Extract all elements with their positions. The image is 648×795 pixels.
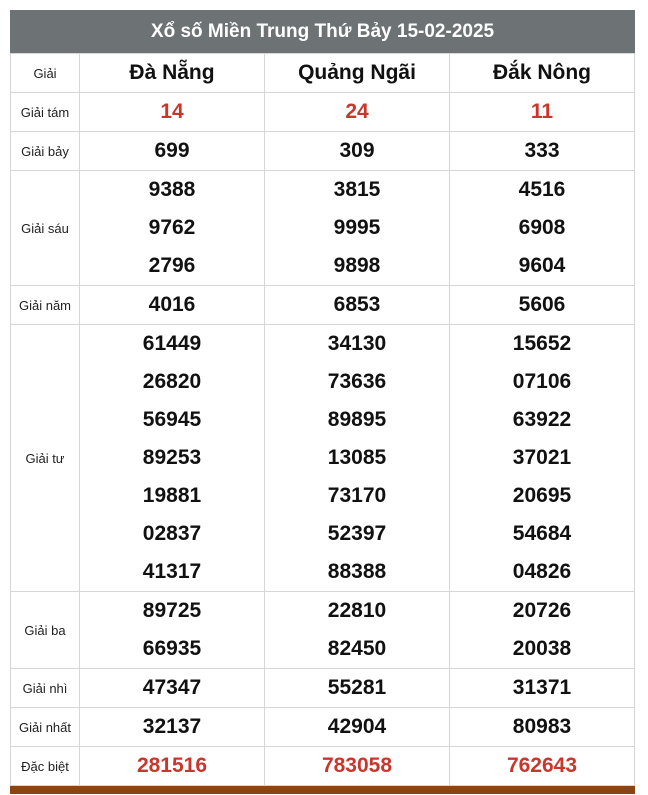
- prize-cell: [265, 132, 450, 171]
- prize-cell: [450, 286, 635, 325]
- prize-number: 6853: [333, 293, 381, 316]
- prize-number: 3815: [333, 178, 381, 201]
- header-row: [11, 54, 635, 93]
- prize-number: 73170: [327, 484, 387, 507]
- prize-cell: [450, 669, 635, 708]
- prize-number: 19881: [142, 484, 202, 507]
- prize-cell: [265, 669, 450, 708]
- prize-number: 22810: [327, 599, 387, 622]
- prize-number: 333: [524, 139, 560, 162]
- prize-cell: [450, 747, 635, 786]
- prize-number: 24: [345, 100, 369, 123]
- prize-number: 20695: [512, 484, 572, 507]
- prize-number: 2796: [148, 254, 196, 277]
- prize-cell: [450, 325, 635, 592]
- prize-number: 55281: [327, 676, 387, 699]
- prize-number: 41317: [142, 560, 202, 583]
- prize-label: Giải nhất: [11, 708, 80, 747]
- prize-number: 14: [160, 100, 184, 123]
- prize-label: Giải sáu: [11, 171, 80, 286]
- prize-number: 15652: [512, 332, 572, 355]
- prize-number: 63922: [512, 408, 572, 431]
- prize-number: 89895: [327, 408, 387, 431]
- prize-cell: [80, 286, 265, 325]
- prize-row-g5: [11, 286, 635, 325]
- prize-number: 9604: [518, 254, 566, 277]
- prize-number: 89725: [142, 599, 202, 622]
- prize-cell: [450, 592, 635, 669]
- prize-number: 56945: [142, 408, 202, 431]
- prize-number: 82450: [327, 637, 387, 660]
- prize-cell: [80, 669, 265, 708]
- prize-number: 37021: [512, 446, 572, 469]
- prize-row-g4: [11, 325, 635, 592]
- prize-cell: [450, 171, 635, 286]
- prize-number: 5606: [518, 293, 566, 316]
- prize-number: 04826: [512, 560, 572, 583]
- prize-number: 26820: [142, 370, 202, 393]
- prize-number: 66935: [142, 637, 202, 660]
- prize-number: 32137: [142, 715, 202, 738]
- prize-cell: [450, 708, 635, 747]
- prize-number: 42904: [327, 715, 387, 738]
- prize-number: 02837: [142, 522, 202, 545]
- lottery-results-panel: [10, 10, 635, 794]
- prize-cell: [80, 747, 265, 786]
- prize-cell: [80, 93, 265, 132]
- footer-bar: [10, 786, 635, 794]
- prize-number: 4516: [518, 178, 566, 201]
- prize-number: 9388: [148, 178, 196, 201]
- prize-cell: [265, 747, 450, 786]
- page-title: Xổ số Miền Trung Thứ Bảy 15-02-2025: [10, 10, 635, 53]
- prize-number: 88388: [327, 560, 387, 583]
- prize-label: Giải nhì: [11, 669, 80, 708]
- prize-cell: [80, 171, 265, 286]
- province-quang-ngai: Quảng Ngãi: [265, 54, 450, 93]
- header-label: Giải: [11, 54, 80, 93]
- prize-number: 52397: [327, 522, 387, 545]
- prize-number: 89253: [142, 446, 202, 469]
- prize-label: Giải ba: [11, 592, 80, 669]
- prize-number: 80983: [512, 715, 572, 738]
- prize-row-g7: [11, 132, 635, 171]
- prize-cell: [265, 93, 450, 132]
- prize-label: Giải bảy: [11, 132, 80, 171]
- prize-number: 9898: [333, 254, 381, 277]
- prize-number: 54684: [512, 522, 572, 545]
- prize-number: 61449: [142, 332, 202, 355]
- province-dak-nong: Đắk Nông: [450, 54, 635, 93]
- results-table: [10, 53, 635, 786]
- prize-number: 4016: [148, 293, 196, 316]
- prize-number: 20726: [512, 599, 572, 622]
- prize-number: 20038: [512, 637, 572, 660]
- special-prize-number: 783058: [321, 754, 393, 777]
- prize-number: 07106: [512, 370, 572, 393]
- prize-cell: [265, 592, 450, 669]
- prize-row-g1: [11, 708, 635, 747]
- prize-label: Giải năm: [11, 286, 80, 325]
- prize-row-g8: [11, 93, 635, 132]
- special-prize-number: 281516: [136, 754, 208, 777]
- prize-cell: [265, 325, 450, 592]
- prize-cell: [450, 132, 635, 171]
- prize-cell: [265, 286, 450, 325]
- prize-number: 13085: [327, 446, 387, 469]
- prize-number: 31371: [512, 676, 572, 699]
- prize-row-g2: [11, 669, 635, 708]
- prize-row-g6: [11, 171, 635, 286]
- prize-cell: [80, 325, 265, 592]
- prize-label: Giải tư: [11, 325, 80, 592]
- prize-cell: [450, 93, 635, 132]
- prize-row-special: [11, 747, 635, 786]
- prize-cell: [265, 708, 450, 747]
- prize-number: 34130: [327, 332, 387, 355]
- special-prize-number: 762643: [506, 754, 578, 777]
- prize-cell: [265, 171, 450, 286]
- prize-number: 699: [154, 139, 190, 162]
- prize-number: 9995: [333, 216, 381, 239]
- prize-row-g3: [11, 592, 635, 669]
- prize-label: Giải tám: [11, 93, 80, 132]
- prize-number: 11: [530, 100, 554, 123]
- prize-number: 9762: [148, 216, 196, 239]
- prize-label: Đặc biệt: [11, 747, 80, 786]
- prize-number: 73636: [327, 370, 387, 393]
- prize-number: 6908: [518, 216, 566, 239]
- prize-cell: [80, 592, 265, 669]
- prize-cell: [80, 708, 265, 747]
- prize-number: 47347: [142, 676, 202, 699]
- prize-cell: [80, 132, 265, 171]
- province-da-nang: Đà Nẵng: [80, 54, 265, 93]
- prize-number: 309: [339, 139, 375, 162]
